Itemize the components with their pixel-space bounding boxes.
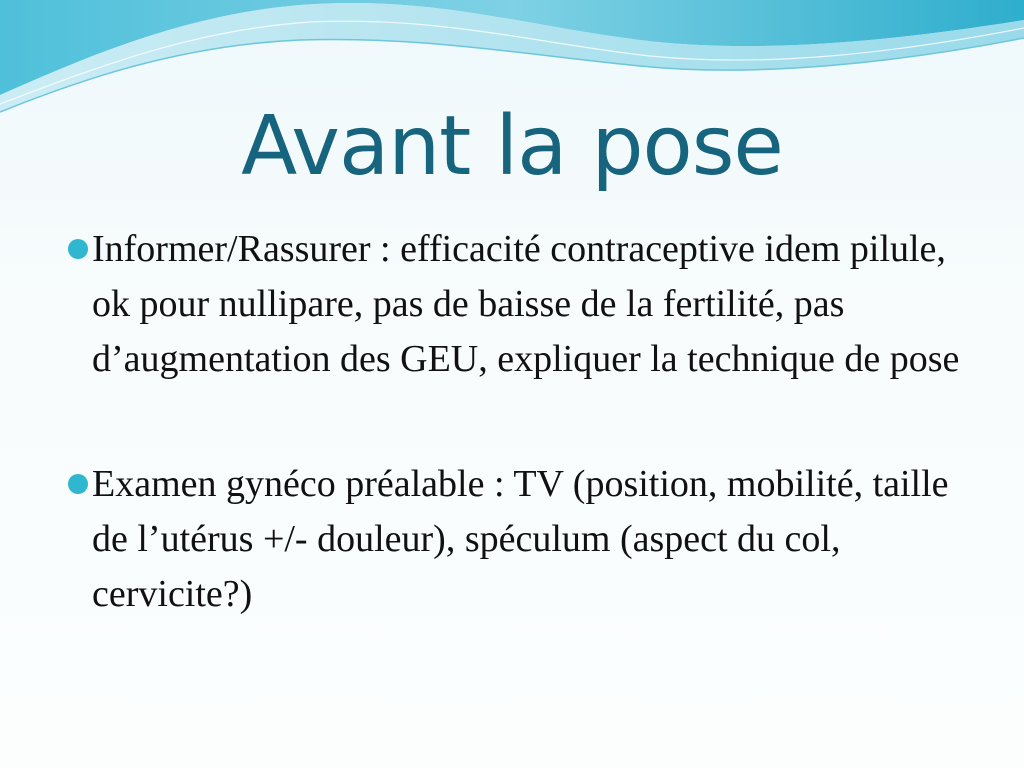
slide-title: Avant la pose: [241, 99, 783, 194]
bullet-item: [62, 222, 972, 387]
bullet-list: [62, 222, 972, 622]
bullet-item: [62, 457, 972, 622]
bullet-text: Examen gynéco préalable : TV (position, mobilité, taille de l’utérus +/- douleur), spéculum (aspect du col, cervicite?): [92, 463, 949, 615]
bullet-dot-icon: [68, 239, 88, 259]
bullet-dot-icon: [68, 474, 88, 494]
bullet-text: Informer/Rassurer : efficacité contraceptive idem pilule, ok pour nullipare, pas de baisse de la fertilité, pas d’augmentation des GEU, expliquer la technique de pose: [92, 228, 960, 380]
